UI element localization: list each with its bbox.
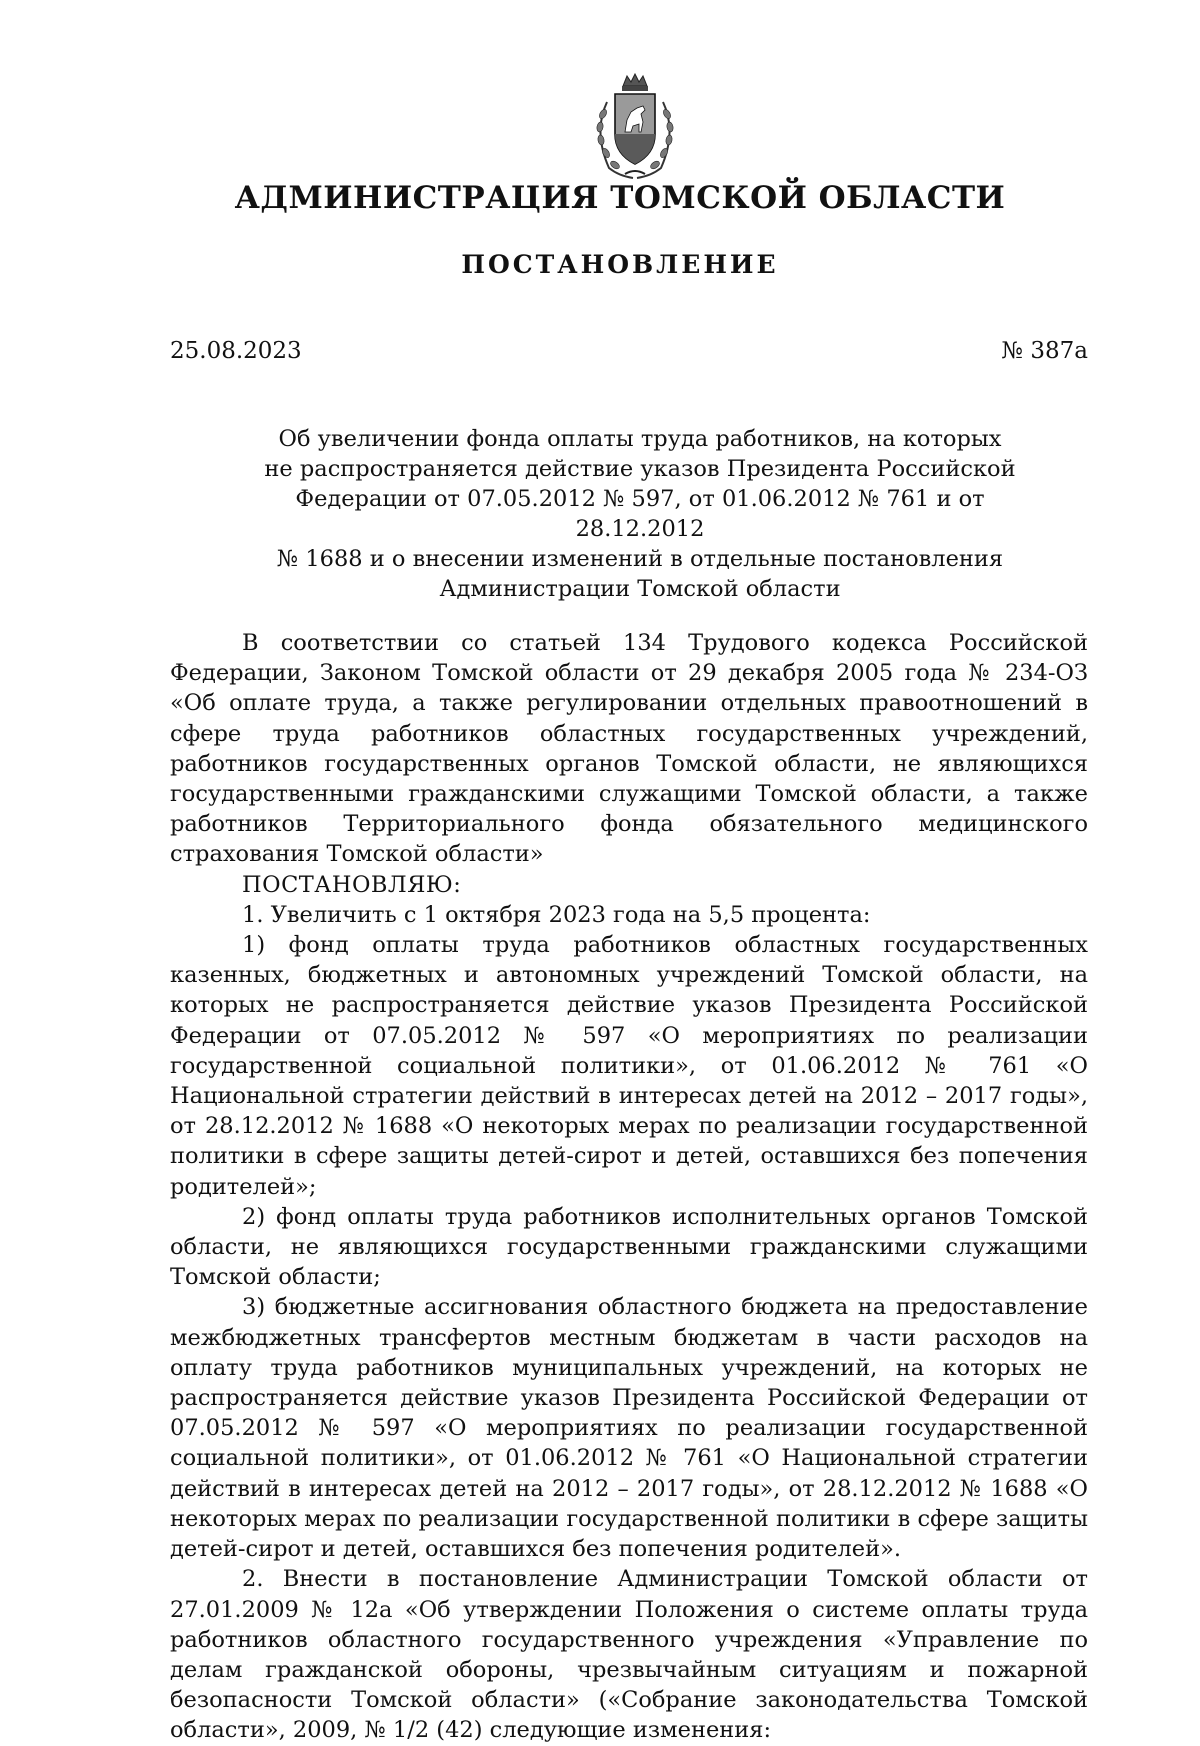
decree-word: ПОСТАНОВЛЯЮ: [242,871,462,898]
document-body [170,628,1088,1746]
document-type: ПОСТАНОВЛЕНИЕ [461,250,779,279]
subject-line: № 1688 и о внесении изменений в отдельные постановления [276,546,1004,572]
item-1-paragraph: 1. Увеличить с 1 октября 2023 года на 5,5 процента: [242,901,871,928]
subject-line: Администрации Томской области [439,576,841,602]
subject-line: не распространяется действие указов Президента Российской [264,456,1016,482]
document-subject [230,424,1050,604]
item-2-paragraph: 2. Внести в постановление Администрации Томской области от 27.01.2009 № 12а «Об утверждении Положения о системе оплаты труда работников областного государственного учреждения «Управление по делам гражданской обороны, чрезвычайным ситуациям и пожарной безопасности Томской области» («Собрание законодательства Томской области», 2009, № 1/2 (42) следующие изменения: [170,1566,1088,1744]
item-1-3-paragraph: 3) бюджетные ассигнования областного бюджета на предоставление межбюджетных трансфертов местным бюджетам в части расходов на оплату труда работников муниципальных учреждений, на которых не распространяется действие указов Президента Российской Федерации от 07.05.2012 № 597 «О мероприятиях по реализации государственной социальной политики», от 01.06.2012 № 761 «О Национальной стратегии действий в интересах детей на 2012 – 2017 годы», от 28.12.2012 № 1688 «О некоторых мерах по реализации государственной политики в сфере защиты детей-сирот и детей, оставшихся без попечения родителей». [170,1294,1088,1563]
preamble-paragraph: В соответствии со статьей 134 Трудового кодекса Российской Федерации, Законом Томской области от 29 декабря 2005 года № 234-ОЗ «Об оплате труда, а также регулировании отдельных правоотношений в сфере труда работников областных государственных учреждений, работников государственных органов Томской области, не являющихся государственными гражданскими служащими Томской области, а также работников Территориального фонда обязательного медицинского страхования Томской области» [170,630,1088,868]
tomsk-coat-of-arms-icon [585,72,685,182]
document-number: № 387а [1001,338,1088,364]
subject-line: Федерации от 07.05.2012 № 597, от 01.06.2012 № 761 и от 28.12.2012 [295,486,985,542]
organization-title: АДМИНИСТРАЦИЯ ТОМСКОЙ ОБЛАСТИ [234,180,1006,216]
item-1-2-paragraph: 2) фонд оплаты труда работников исполнительных органов Томской области, не являющихся государственными гражданскими служащими Томской области; [170,1203,1088,1291]
document-date: 25.08.2023 [170,338,302,364]
item-1-1-paragraph: 1) фонд оплаты труда работников областных государственных казенных, бюджетных и автономных учреждений Томской области, на которых не распространяется действие указов Президента Российской Федерации от 07.05.2012 № 597 «О мероприятиях по реализации государственной социальной политики», от 01.06.2012 № 761 «О Национальной стратегии действий в интересах детей на 2012 – 2017 годы», от 28.12.2012 № 1688 «О некоторых мерах по реализации государственной политики в сфере защиты детей-сирот и детей, оставшихся без попечения родителей»; [170,932,1088,1200]
subject-line: Об увеличении фонда оплаты труда работников, на которых [278,426,1002,452]
